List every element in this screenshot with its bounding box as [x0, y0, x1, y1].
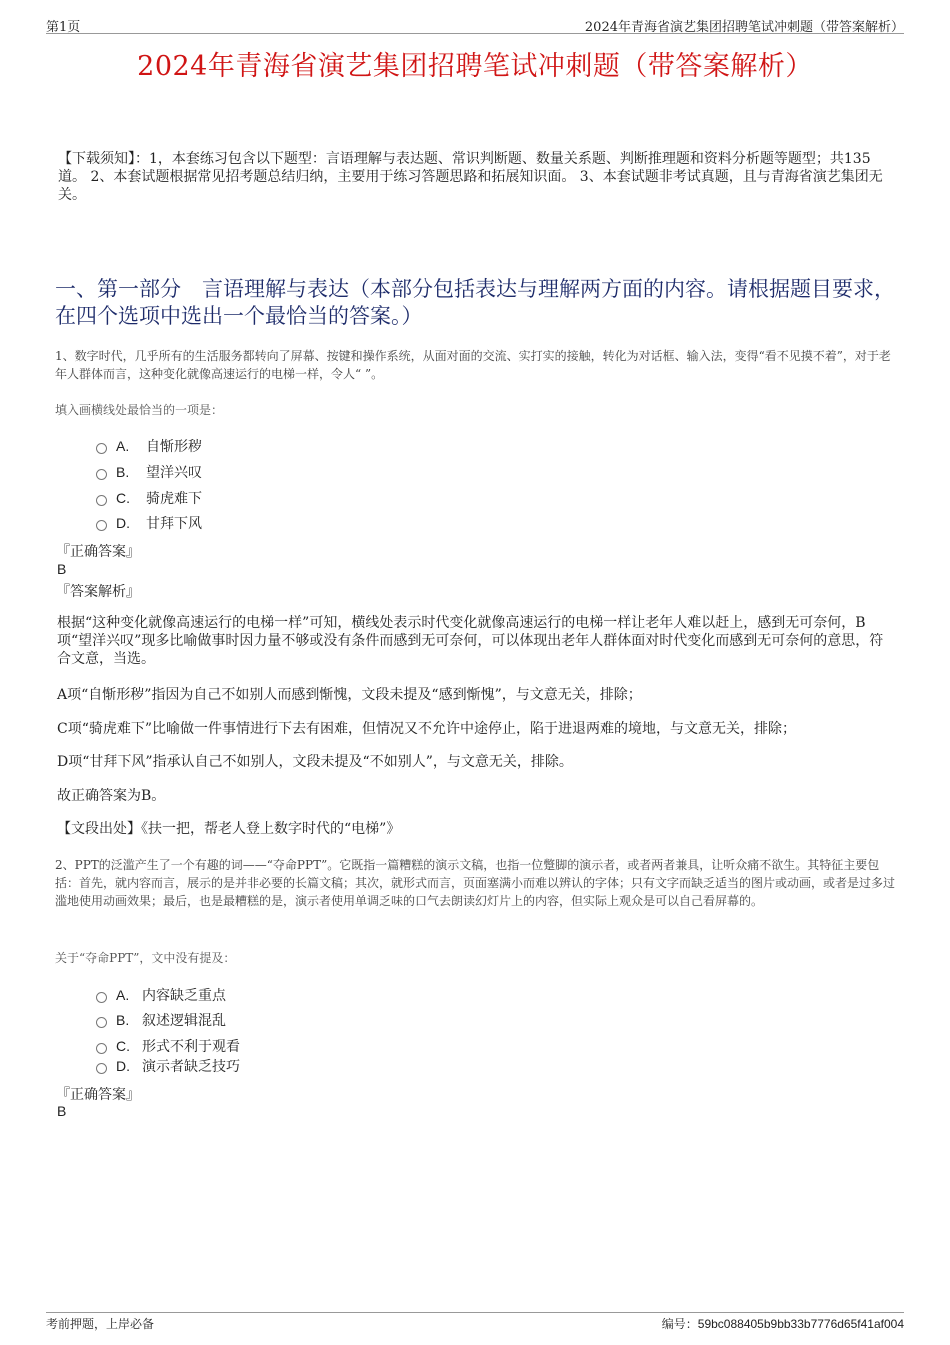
source-citation: 【文段出处】《扶一把，帮老人登上数字时代的“电梯”》 [57, 821, 401, 837]
page-footer [46, 1312, 904, 1333]
option-text: 望洋兴叹 [146, 465, 202, 481]
option-letter: D. [116, 515, 130, 531]
question-1-option-c[interactable] [96, 488, 202, 508]
question-2-option-b[interactable] [96, 1010, 226, 1030]
option-text: 叙述逻辑混乱 [142, 1013, 226, 1029]
question-2-option-c[interactable] [96, 1036, 240, 1056]
document-title: 2024年青海省演艺集团招聘笔试冲刺题（带答案解析） [137, 51, 813, 82]
question-1-option-d[interactable] [96, 513, 202, 533]
question-2-option-d[interactable] [96, 1056, 240, 1076]
option-letter: C. [116, 1038, 130, 1054]
question-2-answer: B [57, 1103, 67, 1119]
question-2-answer-label: 『正确答案』 [56, 1087, 140, 1103]
analysis-paragraph: C项“骑虎难下”比喻做一件事情进行下去有困难，但情况又不允许中途停止，陷于进退两难的境地，与文意无关，排除； [57, 721, 797, 737]
option-letter: B. [116, 464, 130, 480]
header-doc-title: 2024年青海省演艺集团招聘笔试冲刺题（带答案解析） [584, 20, 904, 35]
analysis-paragraph: D项“甘拜下风”指承认自己不如别人，文段未提及“不如别人”，与文意无关，排除。 [57, 754, 573, 770]
question-1-analysis-label: 『答案解析』 [56, 584, 140, 600]
question-2-option-a[interactable] [96, 985, 226, 1005]
question-1-answer: B [57, 561, 67, 577]
option-text: 自惭形秽 [146, 439, 202, 455]
footer-slogan: 考前押题，上岸必备 [46, 1317, 155, 1331]
option-text: 内容缺乏重点 [142, 988, 226, 1004]
option-text: 演示者缺乏技巧 [142, 1059, 240, 1075]
question-2-stem: 2、PPT的泛滥产生了一个有趣的词——“夺命PPT”。它既指一篇糟糕的演示文稿，也指一位蹩脚的演示者，或者两者兼具，让听众痛不欲生。其特征主要包括：首先，就内容而言，展示的是并非必要的长篇文稿；其次，就形式而言，页面塞满小而难以辨认的字体；只有文字而缺乏适当的图片或动画，或者是过多过滥地使用动画效果；最后，也是最糟糕的是，演示者使用单调乏味的口气去朗读幻灯片上的内容，但实际上观众是可以自己看屏幕的。 [55, 858, 896, 908]
question-1-option-a[interactable] [96, 436, 202, 456]
question-1-stem: 1、数字时代，几乎所有的生活服务都转向了屏幕、按键和操作系统，从面对面的交流、实打实的接触，转化为对话框、输入法，变得“看不见摸不着”，对于老年人群体而言，这种变化就像高速运行的电梯一样，令人“ ”。 [55, 349, 891, 381]
radio-icon[interactable] [96, 1063, 107, 1074]
option-text: 甘拜下风 [146, 516, 202, 532]
question-1-answer-label: 『正确答案』 [56, 544, 140, 560]
radio-icon[interactable] [96, 469, 107, 480]
analysis-paragraph: 故正确答案为B。 [57, 788, 166, 804]
page-number: 第1页 [46, 20, 81, 35]
document-code [662, 1315, 904, 1332]
radio-icon[interactable] [96, 520, 107, 531]
page-header [46, 16, 904, 34]
radio-icon[interactable] [96, 1043, 107, 1054]
option-letter: A. [116, 987, 130, 1003]
radio-icon[interactable] [96, 1017, 107, 1028]
question-2-prompt: 关于“夺命PPT”，文中没有提及： [55, 951, 236, 965]
radio-icon[interactable] [96, 443, 107, 454]
radio-icon[interactable] [96, 495, 107, 506]
radio-icon[interactable] [96, 992, 107, 1003]
option-letter: D. [116, 1058, 130, 1074]
option-letter: C. [116, 490, 130, 506]
download-notice: 【下载须知】：1，本套练习包含以下题型：言语理解与表达题、常识判断题、数量关系题、判断推理题和资料分析题等题型；共135道。 2、本套试题根据常见招考题总结归纳，主要用于练习答题思路和拓展知识面。 3、本套试题非考试真题，且与青海省演艺集团无关。 [58, 151, 883, 203]
section-heading: 一、第一部分 言语理解与表达（本部分包括表达与理解两方面的内容。请根据题目要求，在四个选项中选出一个最恰当的答案。） [55, 277, 895, 328]
option-text: 骑虎难下 [146, 491, 202, 507]
analysis-paragraph: A项“自惭形秽”指因为自己不如别人而感到惭愧，文段未提及“感到惭愧”，与文意无关，排除； [57, 687, 642, 703]
analysis-paragraph: 根据“这种变化就像高速运行的电梯一样”可知，横线处表示时代变化就像高速运行的电梯一样让老年人难以赶上，感到无可奈何，B项“望洋兴叹”现多比喻做事时因力量不够或没有条件而感到无可奈何，可以体现出老年人群体面对时代变化而感到无可奈何的意思，符合文意，当选。 [57, 615, 884, 667]
question-1-prompt: 填入画横线处最恰当的一项是： [55, 403, 224, 417]
option-letter: A. [116, 438, 130, 454]
option-letter: B. [116, 1012, 130, 1028]
code-value: 59bc088405b9bb33b7776d65f41af004 [697, 1317, 904, 1331]
question-1-option-b[interactable] [96, 462, 202, 482]
code-label: 编号： [661, 1317, 698, 1331]
option-text: 形式不利于观看 [142, 1039, 240, 1055]
